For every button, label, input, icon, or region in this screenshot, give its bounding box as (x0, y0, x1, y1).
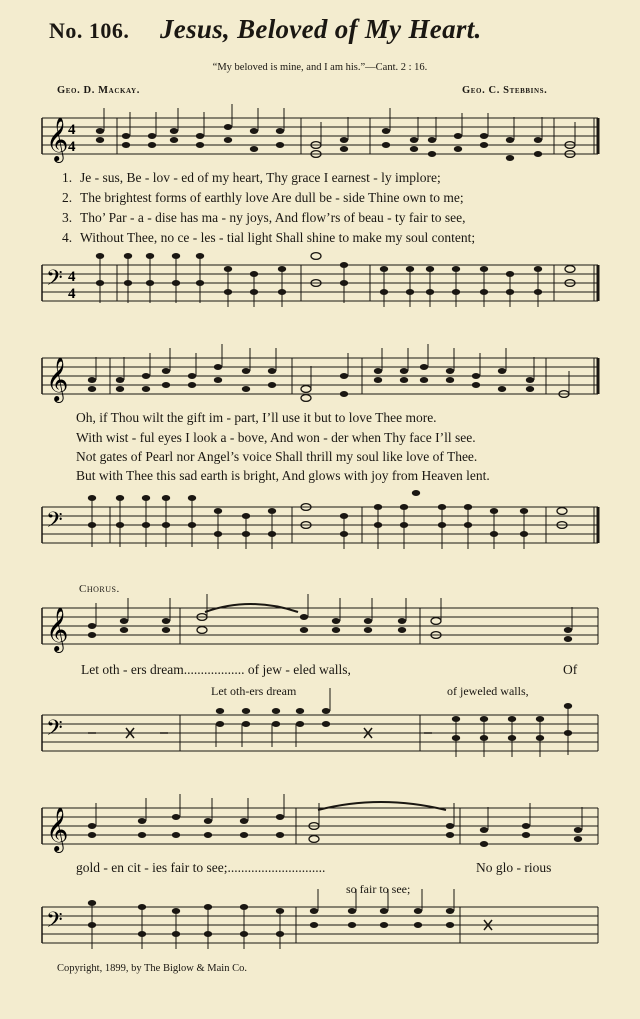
svg-text:4: 4 (68, 139, 76, 155)
bass-clef-icon: 𝄢 (46, 716, 63, 746)
composer-credit: Geo. C. Stebbins. (462, 85, 548, 96)
verse-4-line-1: 4. Without Thee, no ce - les - tial light Shall shine to make my soul content; (62, 230, 476, 245)
chorus-bass-lyrics-3: so fair to see; (346, 882, 411, 896)
verse-2-line-2: With wist - ful eyes I look a - bove, And won - der when Thy face I’ll see. (76, 430, 476, 445)
system3-treble-staff (0, 590, 640, 660)
system4-treble-staff (0, 790, 640, 860)
treble-clef-icon: 𝄞 (46, 807, 69, 851)
bass-clef-icon: 𝄢 (46, 508, 63, 538)
treble-clef-icon: 𝄞 (46, 607, 69, 651)
verse-1-line-2: Oh, if Thou wilt the gift im - part, I’ll use it but to love Thee more. (76, 410, 437, 425)
verse-3-line-2: Not gates of Pearl nor Angel’s voice Shall thrill my soul like love of Thee. (76, 449, 478, 464)
hymn-number: No. 106. (49, 18, 130, 43)
system2-bass-staff (0, 485, 640, 555)
bass-clef-icon: 𝄢 (46, 266, 63, 296)
verse-3-line-1: 3. Tho’ Par - a - dise has ma - ny joys, And flow’rs of beau - ty fair to see, (62, 210, 466, 225)
hymn-title: Jesus, Beloved of My Heart. (160, 14, 482, 44)
svg-text:4: 4 (68, 122, 76, 138)
system1-bass-staff (0, 245, 640, 315)
chorus-bass-lyrics-1: Let oth-ers dream (211, 684, 297, 698)
system3-bass-staff (0, 695, 640, 765)
chorus-line-1-lyrics: Let oth - ers dream.................. of jew - eled walls, (81, 662, 351, 677)
system1-treble-staff (0, 100, 640, 170)
chorus-line-1-end: Of (563, 662, 578, 677)
chorus-bass-lyrics-2: of jeweled walls, (447, 684, 529, 698)
verse-4-line-2: But with Thee this sad earth is bright, And glows with joy from Heaven lent. (76, 468, 490, 483)
treble-clef-icon: 𝄞 (46, 117, 69, 161)
system4-bass-staff (0, 895, 640, 955)
chorus-label: Chorus. (79, 583, 120, 595)
treble-clef-icon: 𝄞 (46, 357, 69, 401)
svg-text:4: 4 (68, 269, 76, 285)
epigraph: “My beloved is mine, and I am his.”—Cant. 2 : 16. (212, 62, 428, 73)
svg-text:4: 4 (68, 286, 76, 302)
chorus-line-2-lyrics: gold - en cit - ies fair to see;............................. (76, 860, 326, 875)
system2-treble-staff (0, 340, 640, 410)
verse-1-line-1: 1. Je - sus, Be - lov - ed of my heart, Thy grace I earnest - ly implore; (62, 170, 441, 185)
bass-clef-icon: 𝄢 (46, 908, 63, 938)
verse-2-line-1: 2. The brightest forms of earthly love Are dull be - side Thine own to me; (62, 190, 464, 205)
copyright-notice: Copyright, 1899, by The Biglow & Main Co. (57, 963, 247, 974)
chorus-line-2-end: No glo - rious (476, 860, 552, 875)
lyricist-credit: Geo. D. Mackay. (57, 85, 140, 96)
